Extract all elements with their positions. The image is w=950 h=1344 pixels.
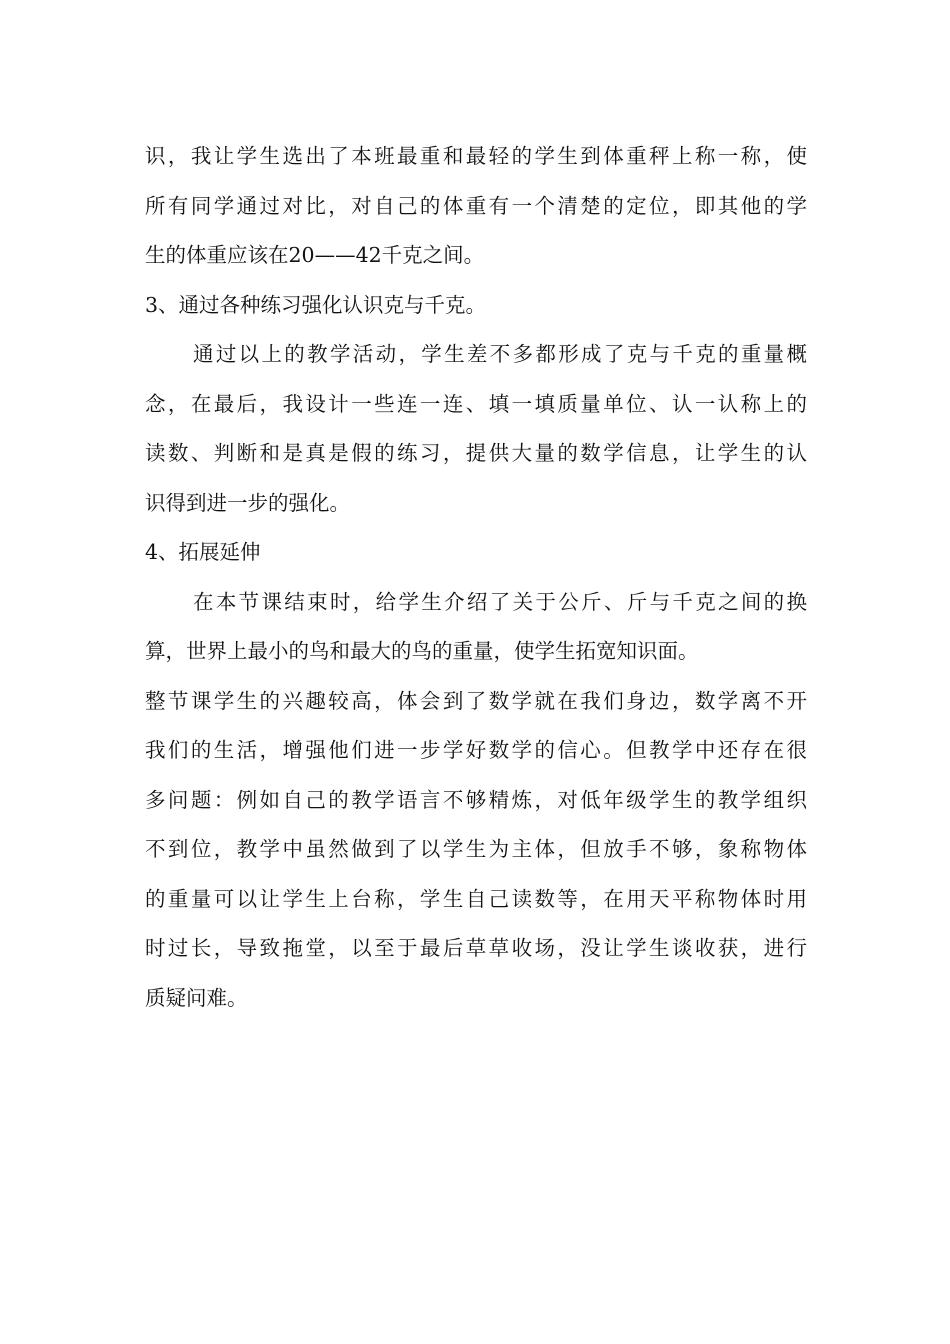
text-line-16: 的重量可以让学生上台称，学生自己读数等，在用天平称物体时用 — [145, 886, 807, 911]
text-line-1: 识，我让学生选出了本班最重和最轻的学生到体重秤上称一称，使 — [145, 144, 807, 168]
document-body — [145, 132, 807, 1023]
text-line-6: 念，在最后，我设计一些连一连、填一填质量单位、认一认称上的 — [145, 391, 807, 416]
text-line-12: 整节课学生的兴趣较高，体会到了数学就在我们身边，数学离不开 — [145, 688, 807, 713]
text-line-18: 质疑问难。 — [145, 985, 248, 1010]
text-line-13: 我们的生活，增强他们进一步学好数学的信心。但教学中还存在很 — [145, 738, 807, 762]
text-line-2: 所有同学通过对比，对自己的体重有一个清楚的定位，即其他的学 — [145, 193, 807, 218]
text-line-14: 多问题：例如自己的教学语言不够精炼，对低年级学生的教学组织 — [145, 787, 807, 812]
section-heading-3: 3、通过各种练习强化认识克与千克。 — [145, 292, 487, 317]
text-line-10: 在本节课结束时，给学生介绍了关于公斤、斤与千克之间的换 — [193, 589, 807, 614]
text-line-3: 生的体重应该在20——42千克之间。 — [145, 243, 485, 267]
text-line-7: 读数、判断和是真是假的练习，提供大量的数学信息，让学生的认 — [145, 441, 807, 465]
text-line-5: 通过以上的教学活动，学生差不多都形成了克与千克的重量概 — [193, 342, 807, 366]
text-line-17: 时过长，导致拖堂，以至于最后草草收场，没让学生谈收获，进行 — [145, 936, 807, 960]
section-heading-4: 4、拓展延伸 — [145, 540, 261, 564]
text-line-15: 不到位，教学中虽然做到了以学生为主体，但放手不够，象称物体 — [145, 837, 807, 861]
text-line-8: 识得到进一步的强化。 — [145, 490, 350, 515]
text-line-11: 算，世界上最小的鸟和最大的鸟的重量，使学生拓宽知识面。 — [145, 639, 699, 663]
